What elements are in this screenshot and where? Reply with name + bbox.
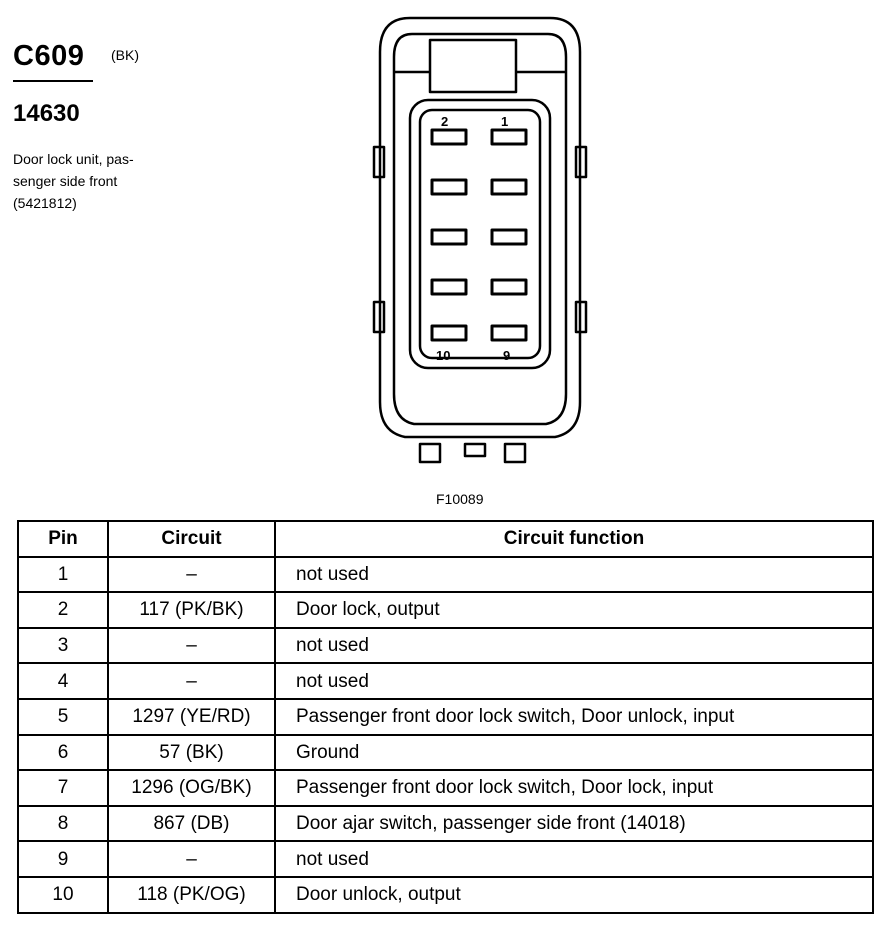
header-function: Circuit function <box>275 521 873 557</box>
function-cell: not used <box>275 628 873 664</box>
header-circuit: Circuit <box>108 521 275 557</box>
circuit-cell: – <box>108 557 275 593</box>
pin-cavity-insert <box>420 110 540 358</box>
pin-slot <box>492 280 526 294</box>
pin-slot <box>432 230 466 244</box>
part-number: 14630 <box>13 100 80 127</box>
pin-slot <box>432 180 466 194</box>
table-row <box>18 735 873 771</box>
function-cell: not used <box>275 663 873 699</box>
circuit-cell: 1296 (OG/BK) <box>108 770 275 806</box>
pinout-table <box>17 520 874 914</box>
pin-label-9: 9 <box>503 348 511 363</box>
description-line-3: (5421812) <box>13 195 77 211</box>
pin-cell: 10 <box>18 877 108 913</box>
pin-cell: 2 <box>18 592 108 628</box>
figure-id: F10089 <box>436 491 484 507</box>
pin-cell: 9 <box>18 841 108 877</box>
circuit-cell: 118 (PK/OG) <box>108 877 275 913</box>
table-row <box>18 592 873 628</box>
function-cell: Passenger front door lock switch, Door lock, input <box>275 770 873 806</box>
description-line-1: Door lock unit, pas- <box>13 151 134 167</box>
pin-slot <box>492 130 526 144</box>
bottom-foot-center <box>465 444 485 456</box>
circuit-cell: 57 (BK) <box>108 735 275 771</box>
pin-slots <box>432 130 526 340</box>
connector-color: (BK) <box>111 47 139 63</box>
circuit-cell: 1297 (YE/RD) <box>108 699 275 735</box>
function-cell: Passenger front door lock switch, Door unlock, input <box>275 699 873 735</box>
pin-cell: 3 <box>18 628 108 664</box>
circuit-cell: – <box>108 628 275 664</box>
function-cell: not used <box>275 841 873 877</box>
pin-label-2: 2 <box>441 114 449 129</box>
connector-latch <box>430 40 516 92</box>
pin-label-1: 1 <box>501 114 509 129</box>
circuit-cell: 117 (PK/BK) <box>108 592 275 628</box>
connector-face-diagram <box>370 12 590 467</box>
header-pin: Pin <box>18 521 108 557</box>
table-row <box>18 806 873 842</box>
function-cell: Door ajar switch, passenger side front (14018) <box>275 806 873 842</box>
pin-cell: 8 <box>18 806 108 842</box>
function-cell: Door lock, output <box>275 592 873 628</box>
table-header-row <box>18 521 873 557</box>
table-row <box>18 628 873 664</box>
pin-slot <box>492 326 526 340</box>
table-row <box>18 877 873 913</box>
function-cell: not used <box>275 557 873 593</box>
pin-cell: 6 <box>18 735 108 771</box>
pin-slot <box>432 326 466 340</box>
table-row <box>18 841 873 877</box>
pin-cell: 1 <box>18 557 108 593</box>
pin-slot <box>432 130 466 144</box>
bottom-foot-right <box>505 444 525 462</box>
table-row <box>18 699 873 735</box>
circuit-cell: 867 (DB) <box>108 806 275 842</box>
connector-id: C609 <box>13 40 85 72</box>
pin-cell: 7 <box>18 770 108 806</box>
pin-slot <box>432 280 466 294</box>
table-row <box>18 770 873 806</box>
pin-slot <box>492 180 526 194</box>
circuit-cell: – <box>108 663 275 699</box>
connector-id-underline <box>13 80 93 82</box>
pin-cell: 5 <box>18 699 108 735</box>
pin-cell: 4 <box>18 663 108 699</box>
table-row <box>18 663 873 699</box>
pin-label-10: 10 <box>436 348 451 363</box>
description-line-2: senger side front <box>13 173 118 189</box>
bottom-foot-left <box>420 444 440 462</box>
table-row <box>18 557 873 593</box>
pin-slot <box>492 230 526 244</box>
function-cell: Door unlock, output <box>275 877 873 913</box>
function-cell: Ground <box>275 735 873 771</box>
circuit-cell: – <box>108 841 275 877</box>
